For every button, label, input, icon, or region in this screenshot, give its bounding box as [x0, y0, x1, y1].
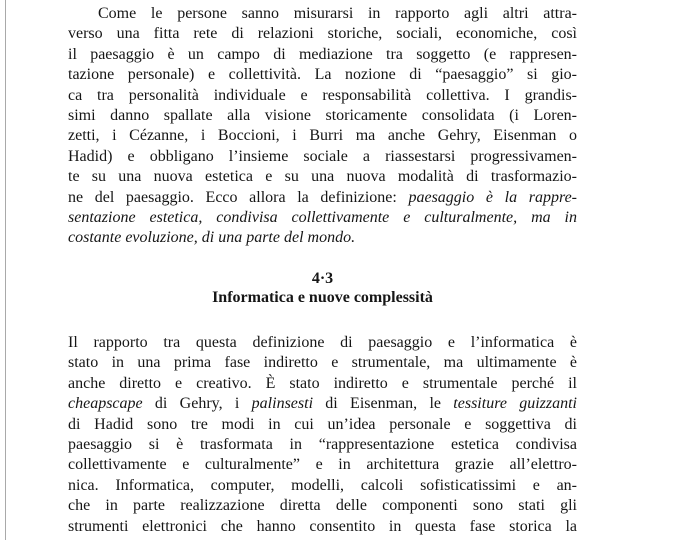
- text-segment: strumenti elettronici che hanno consentito in questa fase storica la: [68, 517, 577, 535]
- text-line: [68, 353, 577, 373]
- text-segment: collettivamente e culturalmente” e in architettura grazie all’elettro-: [68, 456, 577, 474]
- page-edge-rule: [5, 0, 6, 540]
- text-line: [68, 496, 577, 516]
- text-segment: di Hadid sono tre modi in cui un’idea personale e soggettiva di: [68, 415, 577, 433]
- text-column: [68, 4, 577, 537]
- text-line: [68, 228, 577, 248]
- italic-text-segment: palinsesti: [251, 395, 314, 413]
- text-line: [68, 476, 577, 496]
- text-segment: Hadid) e obbligano l’insieme sociale a riassestarsi progressivamen-: [68, 147, 577, 165]
- paragraph-informatica: [68, 333, 577, 537]
- text-segment: di Eisenman, le: [313, 395, 454, 413]
- text-line: [68, 435, 577, 455]
- italic-text-segment: tessiture guizzanti: [453, 395, 578, 413]
- text-line: [68, 86, 577, 106]
- text-segment: paesaggio si è trasformata in “rappresentazione estetica condivisa: [68, 435, 577, 453]
- italic-text-segment: sentazione estetica, condivisa collettivamente e culturalmente, ma in: [68, 209, 577, 227]
- text-segment: Come le persone sanno misurarsi in rapporto agli altri attra-: [98, 5, 577, 22]
- text-line: [68, 415, 577, 435]
- text-segment: zetti, i Cézanne, i Boccioni, i Burri ma anche Gehry, Eisenman o: [68, 127, 577, 145]
- text-line: [68, 374, 577, 394]
- text-line: [68, 455, 577, 475]
- text-line: [68, 24, 577, 44]
- text-segment: anche diretto e creativo. È stato indiretto e strumentale perché il: [68, 374, 577, 392]
- text-segment: simi danno spallate alla visione storicamente consolidata (i Loren-: [68, 107, 577, 125]
- text-line: [68, 394, 577, 414]
- text-line: [68, 517, 577, 537]
- text-segment: di Gehry, i: [142, 395, 252, 413]
- text-segment: te su una nuova estetica e su una nuova modalità di trasformazio-: [68, 168, 577, 186]
- text-segment: ne del paesaggio. Ecco allora la definizione:: [68, 188, 409, 206]
- section-heading: [68, 269, 577, 307]
- text-segment: il paesaggio è un campo di mediazione tra soggetto (e rappresen-: [68, 45, 577, 63]
- text-line: [68, 188, 577, 208]
- text-line: [68, 4, 577, 24]
- italic-text-segment: paesaggio è la rappre-: [408, 188, 577, 206]
- text-segment: nica. Informatica, computer, modelli, calcoli sofisticatissimi e an-: [68, 476, 577, 494]
- section-title: Informatica e nuove complessità: [212, 288, 433, 306]
- text-line: [68, 167, 577, 187]
- text-line: [68, 45, 577, 65]
- text-segment: che in parte realizzazione diretta delle componenti sono stati gli: [68, 497, 577, 515]
- text-line: [68, 147, 577, 167]
- text-segment: ca tra personalità individuale e responsabilità collettiva. I grandis-: [68, 86, 577, 104]
- italic-text-segment: costante evoluzione, di una parte del mondo.: [68, 229, 356, 247]
- section-number: 4·3: [311, 269, 334, 287]
- italic-text-segment: cheapscape: [68, 395, 143, 413]
- text-line: [68, 65, 577, 85]
- text-line: [68, 126, 577, 146]
- paragraph-definition-paesaggio: [68, 4, 577, 249]
- text-line: [68, 208, 577, 228]
- text-segment: Il rapporto tra questa definizione di paesaggio e l’informatica è: [68, 333, 577, 351]
- text-line: [68, 333, 577, 353]
- text-line: [68, 106, 577, 126]
- text-segment: tazione personale) e collettività. La nozione di “paesaggio” si gio-: [68, 66, 577, 84]
- text-segment: stato in una prima fase indiretto e strumentale, ma ultimamente è: [68, 354, 577, 372]
- text-segment: verso una fitta rete di relazioni storiche, sociali, economiche, così: [68, 25, 577, 43]
